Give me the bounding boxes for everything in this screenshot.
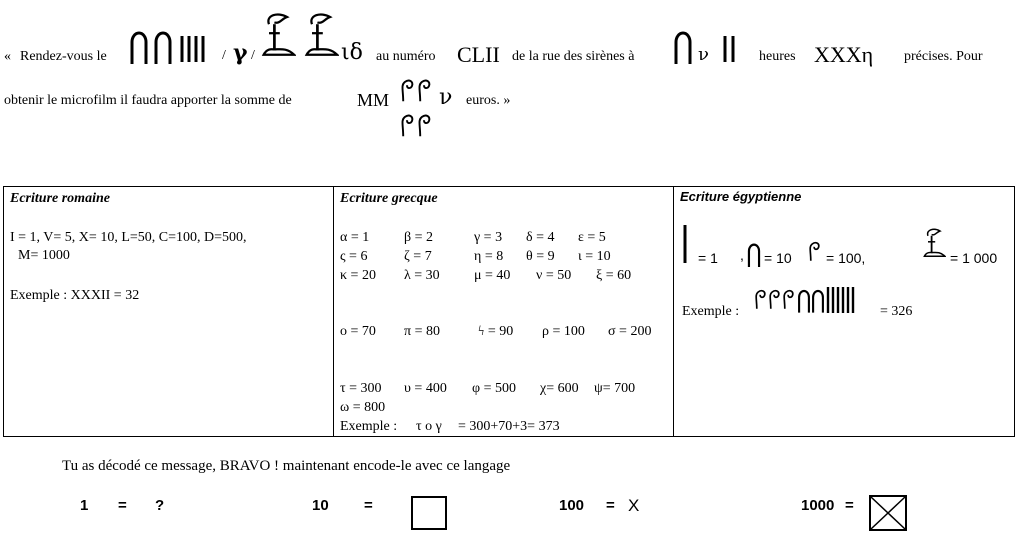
text-precises: précises. Pour [904,49,983,64]
greek-value: ι = 10 [578,249,611,264]
text-obtenir: obtenir le microfilm il faudra apporter la somme de [4,93,292,108]
greek-value: σ = 200 [608,324,652,339]
hieroglyph-rope-icon [400,78,416,102]
hieroglyph-rope-icon [417,78,433,102]
roman-column [4,187,334,436]
hieroglyph-lotus-icon [922,222,946,264]
greek-value: α = 1 [340,230,370,245]
separator: / [251,48,255,63]
egyptian-comma: , [740,247,744,263]
open-quote: « [4,49,11,64]
greek-value: υ = 400 [404,381,447,396]
greek-value: γ = 3 [474,230,503,245]
code-equals: = [845,497,854,514]
hieroglyph-lotus-icon [303,6,339,64]
egyptian-eq-100: = 100, [826,250,866,266]
separator: / [222,48,226,63]
egyptian-column [674,187,1014,436]
text-au-numero: au numéro [376,49,436,64]
greek-example-value: = 300+70+3= 373 [458,419,560,434]
numeral-xxx-eta: XXXη [814,42,874,67]
greek-value: χ= 600 [540,381,579,396]
greek-value: ς = 6 [340,249,368,264]
greek-column [334,187,674,436]
roman-values-line1: I = 1, V= 5, X= 10, L=50, C=100, D=500, [10,230,247,245]
egyptian-example-value: = 326 [880,304,913,319]
text-rue: de la rue des sirènes à [512,49,635,64]
greek-gamma: γ [233,40,248,66]
greek-value: τ = 300 [340,381,382,396]
hieroglyph-rope-icon [400,113,416,137]
roman-clii: CLII [457,42,500,67]
text-euros: euros. » [466,93,511,108]
greek-value: π = 80 [404,324,440,339]
greek-value: ν = 50 [536,268,572,283]
hieroglyph-arch-icon [746,241,762,267]
greek-iota-delta: ιδ [341,40,363,65]
code-equals: = [606,497,615,514]
greek-value: ρ = 100 [542,324,585,339]
hieroglyph-stroke-icon [682,225,688,263]
crossed-square-icon [869,495,907,531]
code-number: 1 [80,497,89,514]
egyptian-eq-1: = 1 [698,250,718,266]
square-symbol-icon [411,496,447,530]
hieroglyph-lotus-icon [260,6,296,64]
roman-example: Exemple : XXXII = 32 [10,288,140,303]
footer-message: Tu as décodé ce message, BRAVO ! maintenant encode-le avec ce langage [62,458,511,474]
hieroglyph-strokes-icon [179,34,219,64]
greek-value: ϟ = 90 [478,324,514,339]
greek-example-letters: τ ο γ [416,419,442,434]
hieroglyph-arch-icon [152,28,174,64]
greek-value: μ = 40 [474,268,511,283]
greek-value: ζ = 7 [404,249,432,264]
hieroglyph-rope-icon [808,241,822,261]
egyptian-header: Ecriture égyptienne [680,189,802,204]
greek-value: ξ = 60 [596,268,632,283]
greek-nu: ν [439,85,453,110]
greek-value: β = 2 [404,230,434,245]
greek-value: φ = 500 [472,381,516,396]
greek-value: λ = 30 [404,268,440,283]
greek-value: δ = 4 [526,230,555,245]
text-rendez-vous: Rendez-vous le [20,49,107,64]
greek-value: η = 8 [474,249,504,264]
code-number: 10 [312,497,329,514]
hieroglyph-rope-icon [417,113,433,137]
greek-value: ω = 800 [340,400,386,415]
greek-value: ο = 70 [340,324,376,339]
greek-header: Ecriture grecque [340,191,438,206]
greek-value: ε = 5 [578,230,606,245]
code-equals: = [364,497,373,514]
greek-nu: ν [698,44,709,65]
egyptian-example-label: Exemple : [682,304,740,319]
roman-header: Ecriture romaine [10,191,110,206]
hieroglyph-arch-icon [128,28,150,64]
code-number: 1000 [801,497,835,514]
code-question-mark: ? [155,497,165,514]
greek-value: κ = 20 [340,268,376,283]
text-heures: heures [759,49,796,64]
code-x-symbol: X [628,496,640,515]
greek-value: ψ= 700 [594,381,636,396]
hieroglyph-example-icon [754,283,868,317]
egyptian-eq-10: = 10 [764,250,792,266]
greek-example-label: Exemple : [340,419,398,434]
hieroglyph-arch-icon [672,28,694,64]
roman-mm: MM [357,90,390,110]
egyptian-eq-1000: = 1 000 [950,250,998,266]
code-number: 100 [559,497,585,514]
hieroglyph-strokes-icon [722,34,742,64]
roman-values-line2: M= 1000 [18,248,70,263]
code-equals: = [118,497,127,514]
greek-value: θ = 9 [526,249,555,264]
numeral-systems-table [3,186,1015,437]
